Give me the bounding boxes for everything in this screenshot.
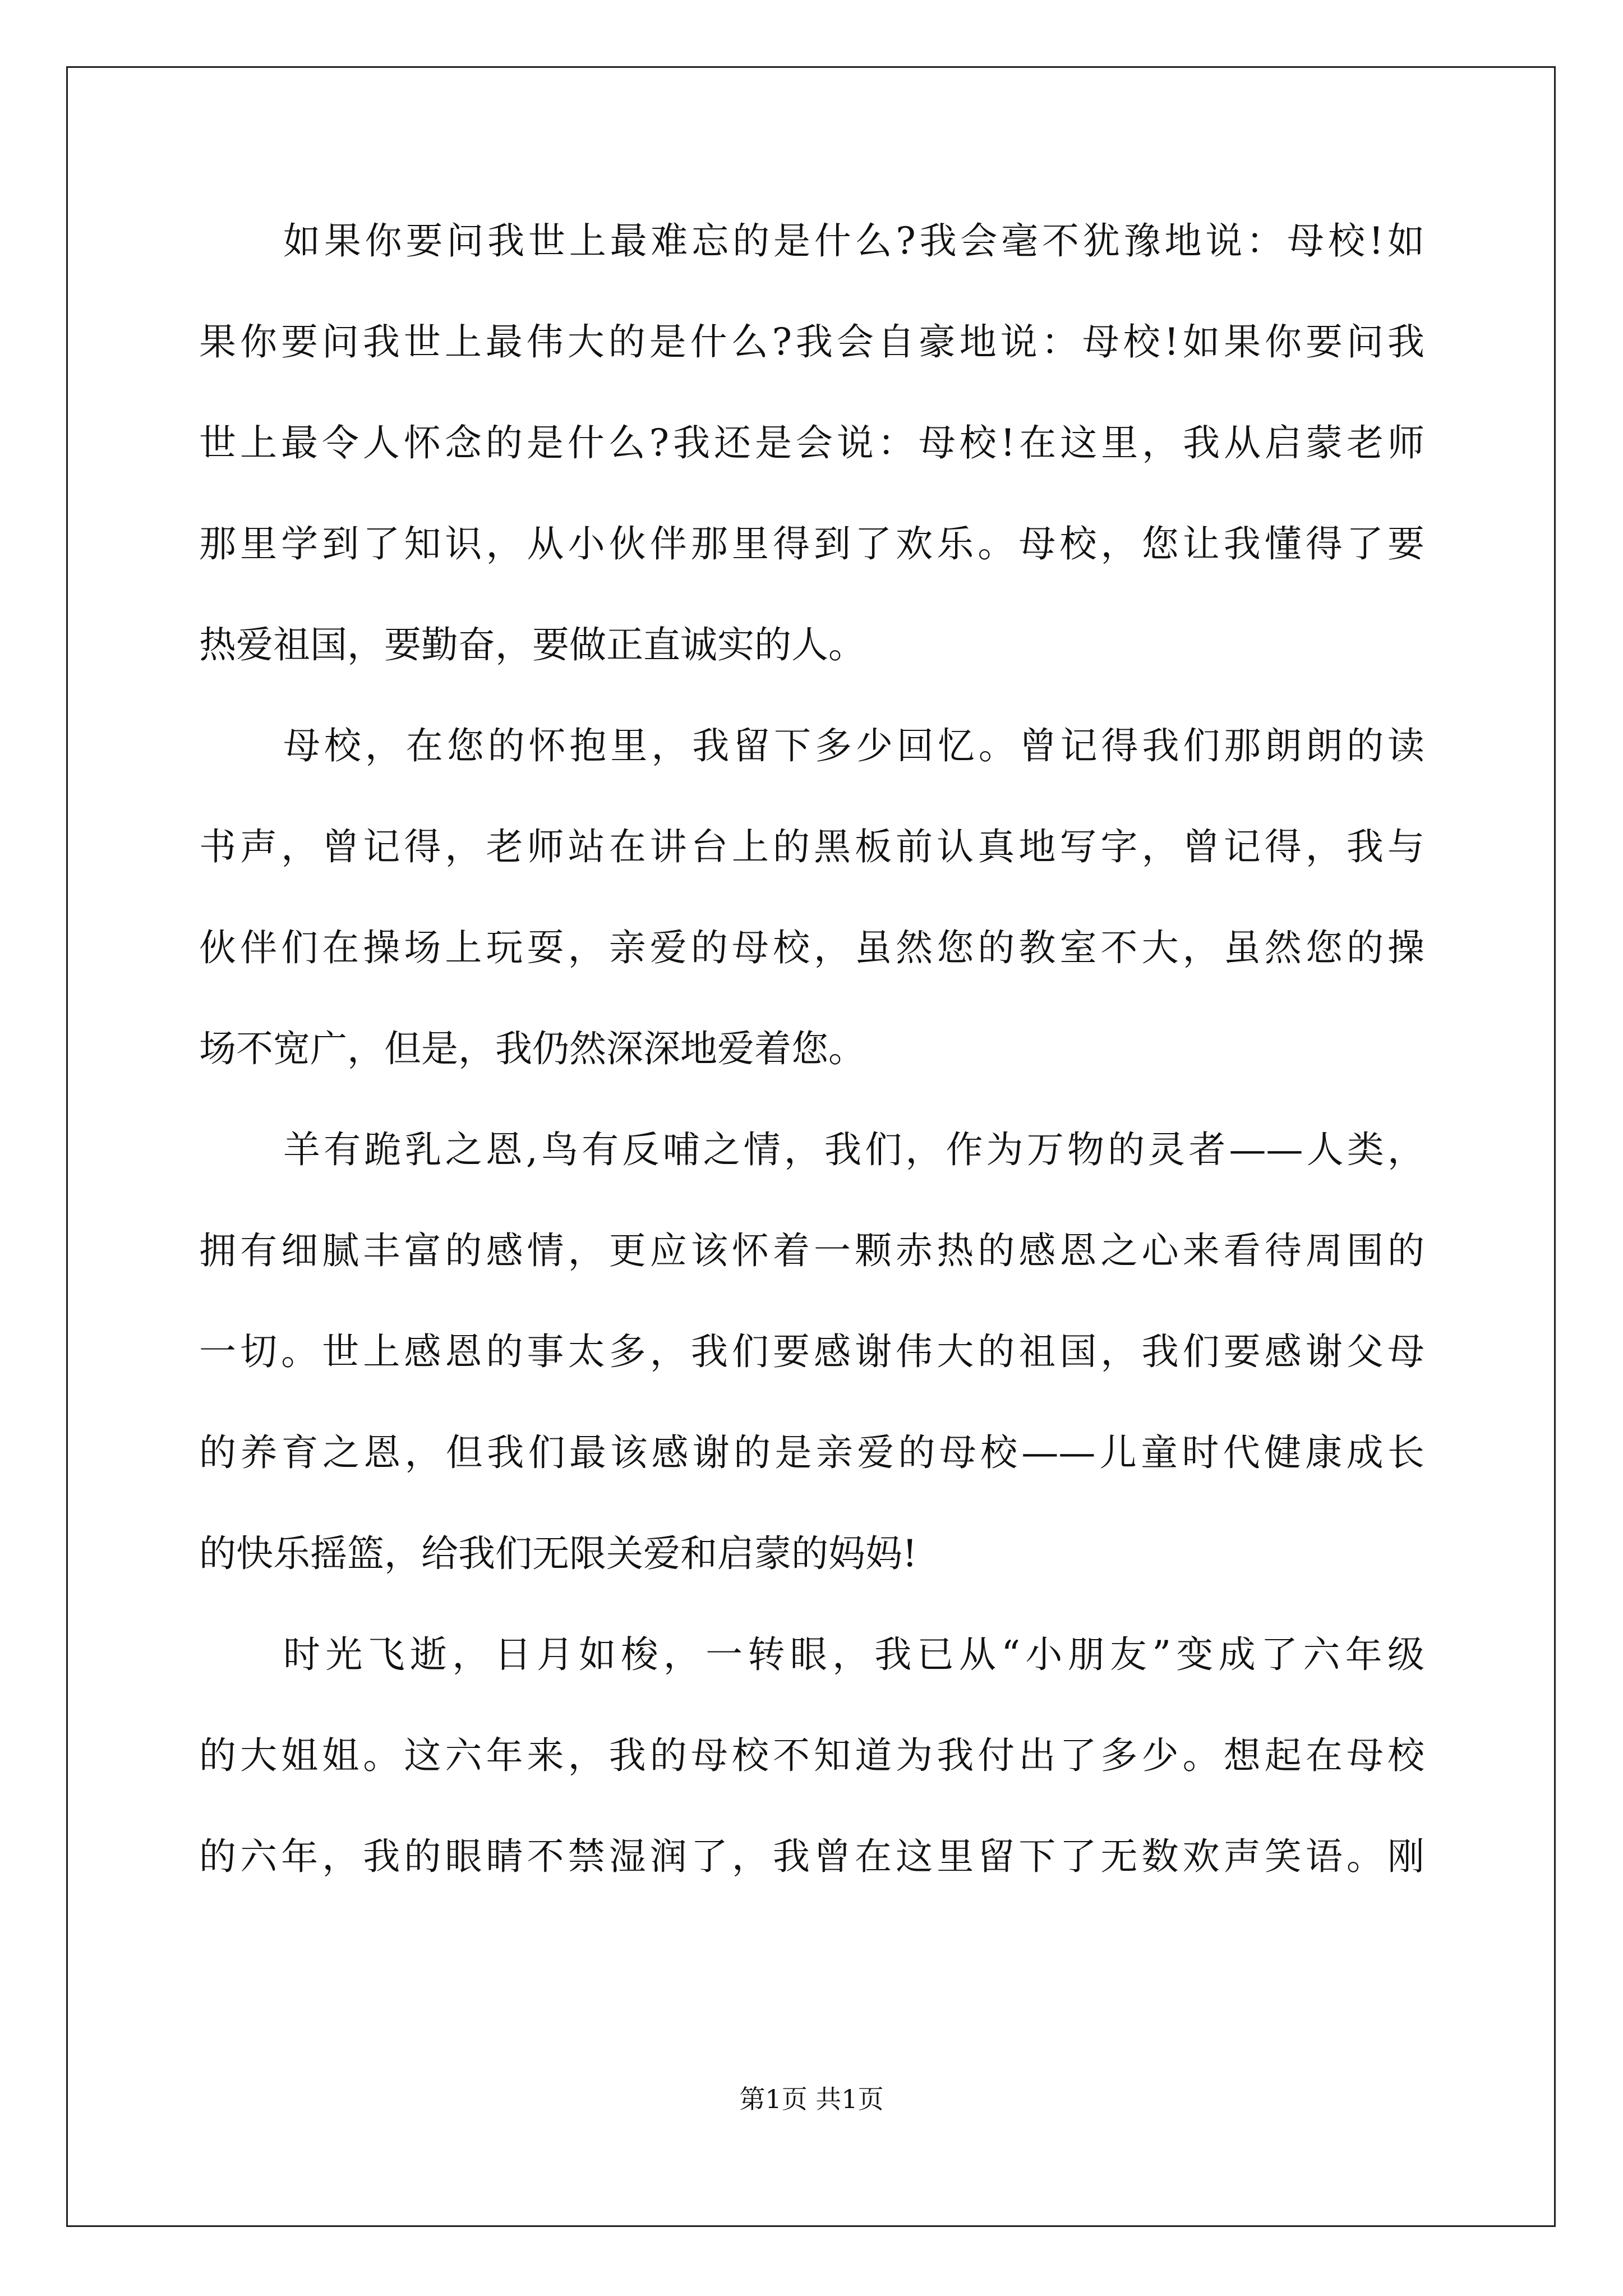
paragraph-2-line-1: 母校，在您的怀抱里，我留下多少回忆。曾记得我们那朗朗的读 — [283, 724, 1424, 767]
paragraph-4-line-1: 时光飞逝，日月如梭，一转眼，我已从“小朋友”变成了六年级 — [283, 1633, 1424, 1676]
paragraph-1-line-1: 如果你要问我世上最难忘的是什么?我会毫不犹豫地说：母校!如 — [283, 219, 1424, 263]
paragraph-3-line-1: 羊有跪乳之恩,鸟有反哺之情，我们，作为万物的灵者——人类， — [283, 1128, 1424, 1171]
paragraph-1-line-4: 那里学到了知识，从小伙伴那里得到了欢乐。母校，您让我懂得了要 — [199, 522, 1424, 565]
paragraph-1-line-2: 果你要问我世上最伟大的是什么?我会自豪地说：母校!如果你要问我 — [199, 320, 1424, 364]
paragraph-1-line-5: 热爱祖国，要勤奋，要做正直诚实的人。 — [199, 623, 865, 666]
paragraph-3-line-2: 拥有细腻丰富的感情，更应该怀着一颗赤热的感恩之心来看待周围的 — [199, 1229, 1424, 1272]
paragraph-2-line-3: 伙伴们在操场上玩耍，亲爱的母校，虽然您的教室不大，虽然您的操 — [199, 926, 1424, 969]
page-number-footer: 第1页 共1页 — [739, 2084, 884, 2114]
paragraph-2-line-2: 书声，曾记得，老师站在讲台上的黑板前认真地写字，曾记得，我与 — [199, 825, 1424, 868]
paragraph-2-line-4: 场不宽广，但是，我仍然深深地爱着您。 — [199, 1027, 865, 1070]
paragraph-3-line-5: 的快乐摇篮，给我们无限关爱和启蒙的妈妈! — [199, 1532, 917, 1575]
paragraph-4-line-3: 的六年，我的眼睛不禁湿润了，我曾在这里留下了无数欢声笑语。刚 — [199, 1835, 1424, 1878]
paragraph-3-line-3: 一切。世上感恩的事太多，我们要感谢伟大的祖国，我们要感谢父母 — [199, 1330, 1424, 1373]
document-body — [199, 216, 1424, 1932]
paragraph-4-line-2: 的大姐姐。这六年来，我的母校不知道为我付出了多少。想起在母校 — [199, 1734, 1424, 1777]
paragraph-1-line-3: 世上最令人怀念的是什么?我还是会说：母校!在这里，我从启蒙老师 — [199, 421, 1424, 464]
paragraph-3-line-4: 的养育之恩，但我们最该感谢的是亲爱的母校——儿童时代健康成长 — [199, 1431, 1424, 1474]
